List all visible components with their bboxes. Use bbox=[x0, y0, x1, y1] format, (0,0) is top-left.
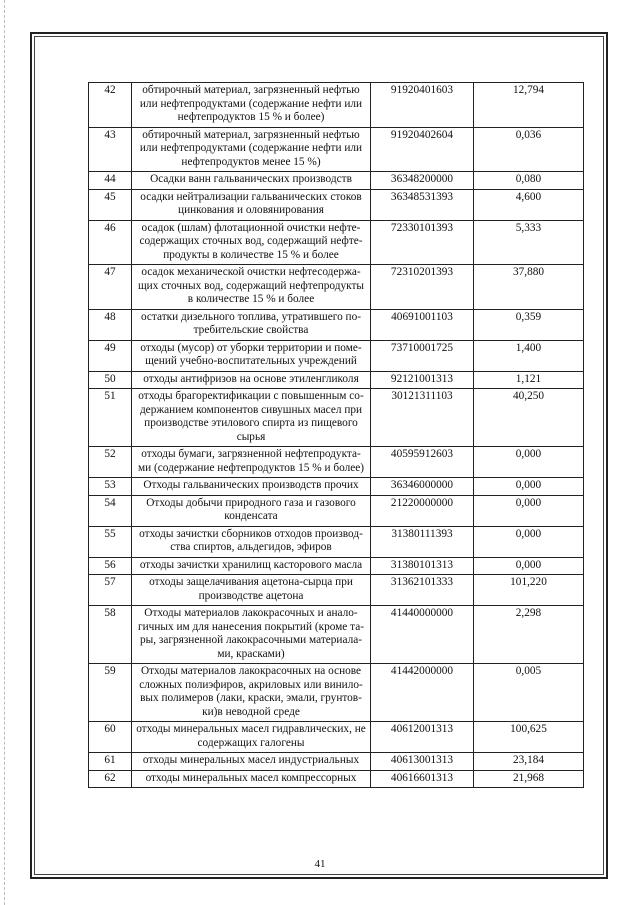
table-row bbox=[89, 340, 584, 371]
waste-code: 72310201393 bbox=[371, 265, 474, 310]
row-number: 59 bbox=[89, 664, 132, 722]
waste-quantity: 0,359 bbox=[474, 309, 584, 340]
waste-quantity: 4,600 bbox=[474, 189, 584, 220]
row-number: 54 bbox=[89, 495, 132, 526]
waste-name: отходы минеральных масел гидравлических, не содержащих галогены bbox=[132, 722, 371, 753]
table-row bbox=[89, 189, 584, 220]
waste-code: 40616601313 bbox=[371, 770, 474, 788]
waste-code: 40595912603 bbox=[371, 447, 474, 478]
row-number: 52 bbox=[89, 447, 132, 478]
waste-code: 30121311103 bbox=[371, 389, 474, 447]
waste-quantity: 0,036 bbox=[474, 127, 584, 172]
waste-name: отходы защелачивания ацетона-сырца при производстве ацетона bbox=[132, 575, 371, 606]
table-row bbox=[89, 127, 584, 172]
waste-quantity: 0,005 bbox=[474, 664, 584, 722]
waste-code: 40691001103 bbox=[371, 309, 474, 340]
waste-quantity: 2,298 bbox=[474, 606, 584, 664]
waste-quantity: 100,625 bbox=[474, 722, 584, 753]
waste-name: обтирочный материал, загрязненный нефтью или нефтепродуктами (содержание нефти или нефтепродуктов 15 % и более) bbox=[132, 83, 371, 128]
waste-code: 31380111393 bbox=[371, 526, 474, 557]
row-number: 56 bbox=[89, 557, 132, 575]
waste-name: отходы зачистки хранилищ касторового масла bbox=[132, 557, 371, 575]
row-number: 47 bbox=[89, 265, 132, 310]
row-number: 43 bbox=[89, 127, 132, 172]
row-number: 45 bbox=[89, 189, 132, 220]
row-number: 46 bbox=[89, 220, 132, 265]
waste-quantity: 21,968 bbox=[474, 770, 584, 788]
scan-edge-line bbox=[4, 0, 5, 905]
table-row bbox=[89, 526, 584, 557]
waste-code: 31362101333 bbox=[371, 575, 474, 606]
waste-name: отходы брагоректификации с повышенным со-держанием компонентов сивушных масел при производстве этилового спирта из пищевого сырья bbox=[132, 389, 371, 447]
table-row bbox=[89, 265, 584, 310]
waste-quantity: 0,000 bbox=[474, 557, 584, 575]
waste-name: отходы бумаги, загрязненной нефтепродукта-ми (содержание нефтепродуктов 15 % и более) bbox=[132, 447, 371, 478]
waste-code: 21220000000 bbox=[371, 495, 474, 526]
table-row bbox=[89, 371, 584, 389]
row-number: 49 bbox=[89, 340, 132, 371]
table-row bbox=[89, 606, 584, 664]
waste-quantity: 0,000 bbox=[474, 526, 584, 557]
row-number: 55 bbox=[89, 526, 132, 557]
table-row bbox=[89, 447, 584, 478]
row-number: 50 bbox=[89, 371, 132, 389]
table-row bbox=[89, 753, 584, 771]
waste-quantity: 101,220 bbox=[474, 575, 584, 606]
waste-code: 31380101313 bbox=[371, 557, 474, 575]
waste-name: отходы зачистки сборников отходов производ-ства спиртов, альдегидов, эфиров bbox=[132, 526, 371, 557]
waste-name: Отходы материалов лакокрасочных и анало-гичных им для нанесения покрытий (кроме та-ры, загрязненной лакокрасочными материала-ми, красками) bbox=[132, 606, 371, 664]
waste-quantity: 0,080 bbox=[474, 172, 584, 190]
waste-quantity: 1,400 bbox=[474, 340, 584, 371]
waste-quantity: 0,000 bbox=[474, 447, 584, 478]
row-number: 60 bbox=[89, 722, 132, 753]
waste-name: Отходы гальванических производств прочих bbox=[132, 478, 371, 496]
row-number: 58 bbox=[89, 606, 132, 664]
waste-name: осадок механической очистки нефтесодержа-щих сточных вод, содержащий нефтепродукты в количестве 15 % и более bbox=[132, 265, 371, 310]
waste-quantity: 0,000 bbox=[474, 495, 584, 526]
row-number: 42 bbox=[89, 83, 132, 128]
waste-code: 36348531393 bbox=[371, 189, 474, 220]
row-number: 51 bbox=[89, 389, 132, 447]
row-number: 57 bbox=[89, 575, 132, 606]
table-row bbox=[89, 770, 584, 788]
waste-name: остатки дизельного топлива, утратившего по-требительские свойства bbox=[132, 309, 371, 340]
waste-name: Осадки ванн гальванических производств bbox=[132, 172, 371, 190]
table-row bbox=[89, 664, 584, 722]
table-row bbox=[89, 478, 584, 496]
waste-table-body bbox=[89, 83, 584, 788]
waste-name: отходы минеральных масел индустриальных bbox=[132, 753, 371, 771]
waste-quantity: 1,121 bbox=[474, 371, 584, 389]
waste-code: 41440000000 bbox=[371, 606, 474, 664]
waste-code: 40612001313 bbox=[371, 722, 474, 753]
waste-quantity: 37,880 bbox=[474, 265, 584, 310]
waste-code: 36346000000 bbox=[371, 478, 474, 496]
row-number: 62 bbox=[89, 770, 132, 788]
waste-quantity: 40,250 bbox=[474, 389, 584, 447]
row-number: 48 bbox=[89, 309, 132, 340]
waste-code: 40613001313 bbox=[371, 753, 474, 771]
table-row bbox=[89, 309, 584, 340]
table-row bbox=[89, 83, 584, 128]
row-number: 61 bbox=[89, 753, 132, 771]
table-row bbox=[89, 722, 584, 753]
waste-code: 36348200000 bbox=[371, 172, 474, 190]
waste-code: 73710001725 bbox=[371, 340, 474, 371]
table-row bbox=[89, 575, 584, 606]
waste-code: 91920402604 bbox=[371, 127, 474, 172]
waste-table bbox=[88, 82, 584, 788]
waste-code: 91920401603 bbox=[371, 83, 474, 128]
waste-name: обтирочный материал, загрязненный нефтью или нефтепродуктами (содержание нефти или нефтепродуктов менее 15 %) bbox=[132, 127, 371, 172]
row-number: 44 bbox=[89, 172, 132, 190]
waste-quantity: 23,184 bbox=[474, 753, 584, 771]
waste-name: отходы антифризов на основе этиленгликоля bbox=[132, 371, 371, 389]
table-row bbox=[89, 389, 584, 447]
page-number: 41 bbox=[314, 858, 326, 870]
table-row bbox=[89, 557, 584, 575]
waste-quantity: 12,794 bbox=[474, 83, 584, 128]
waste-name: Отходы добычи природного газа и газового конденсата bbox=[132, 495, 371, 526]
waste-quantity: 0,000 bbox=[474, 478, 584, 496]
table-row bbox=[89, 495, 584, 526]
waste-name: Отходы материалов лакокрасочных на основе сложных полиэфиров, акриловых или винило-вых полимеров (лаки, краски, эмали, грунтов-ки)в неводной среде bbox=[132, 664, 371, 722]
waste-name: отходы (мусор) от уборки территории и поме-щений учебно-воспитательных учреждений bbox=[132, 340, 371, 371]
waste-name: отходы минеральных масел компрессорных bbox=[132, 770, 371, 788]
waste-name: осадок (шлам) флотационной очистки нефте-содержащих сточных вод, содержащий нефте-продукты в количестве 15 % и более bbox=[132, 220, 371, 265]
waste-code: 72330101393 bbox=[371, 220, 474, 265]
row-number: 53 bbox=[89, 478, 132, 496]
table-row bbox=[89, 220, 584, 265]
waste-code: 92121001313 bbox=[371, 371, 474, 389]
waste-name: осадки нейтрализации гальванических стоков цинкования и оловянирования bbox=[132, 189, 371, 220]
waste-code: 41442000000 bbox=[371, 664, 474, 722]
waste-quantity: 5,333 bbox=[474, 220, 584, 265]
table-row bbox=[89, 172, 584, 190]
